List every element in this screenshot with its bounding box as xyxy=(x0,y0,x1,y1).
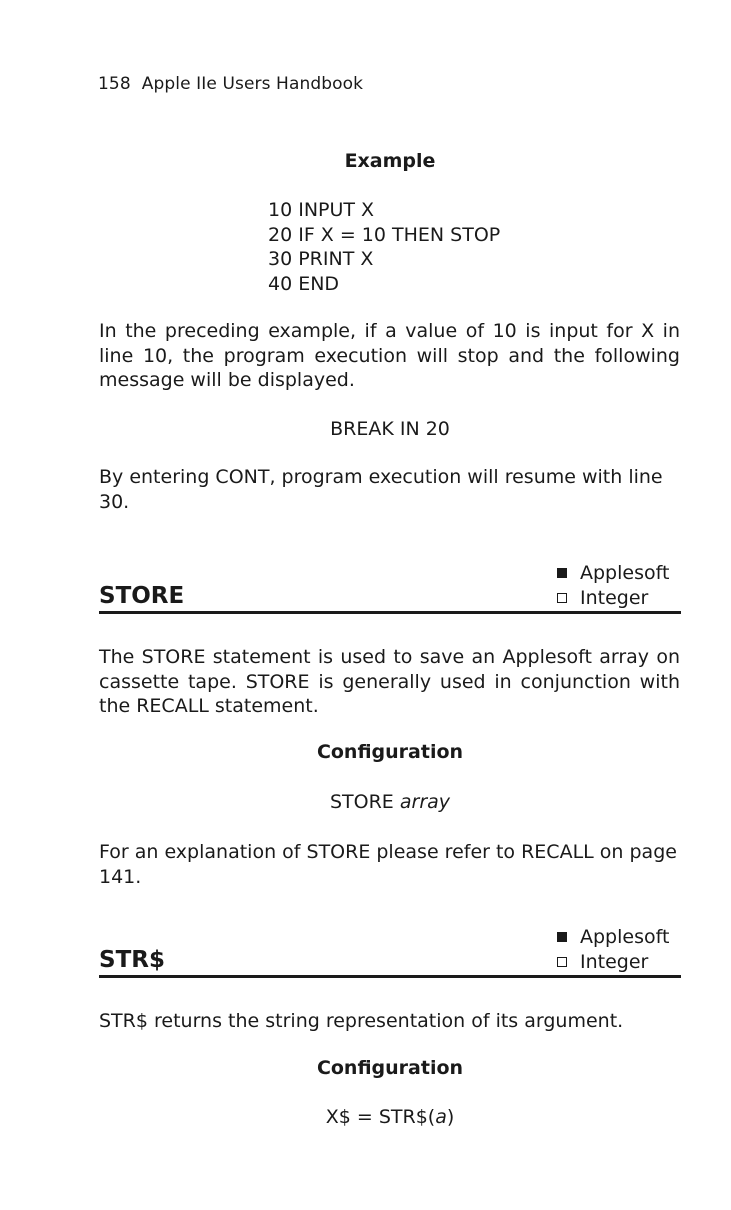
filled-square-icon xyxy=(557,932,567,942)
cont-paragraph: By entering CONT, program execution will resume with line 30. xyxy=(99,466,663,513)
empty-square-icon xyxy=(557,957,567,967)
store-config-syntax xyxy=(0,791,731,813)
store-description: The STORE statement is used to save an Applesoft array on cassette tape. STORE is generally used in conjunction with the RECALL statement. xyxy=(99,646,680,717)
lang-applesoft xyxy=(557,561,669,586)
store-rule xyxy=(99,611,681,614)
store-title: STORE xyxy=(99,583,185,609)
lang-applesoft xyxy=(557,925,669,950)
strs-description: STR$ returns the string representation of its argument. xyxy=(99,1010,624,1032)
store-config-keyword: STORE xyxy=(329,791,394,813)
lang-integer xyxy=(557,950,669,975)
lang-integer-label: Integer xyxy=(580,586,649,609)
lang-applesoft-label: Applesoft xyxy=(580,926,670,948)
lang-integer-label: Integer xyxy=(580,950,649,973)
empty-square-icon xyxy=(557,593,567,603)
filled-square-icon xyxy=(557,568,567,578)
running-header xyxy=(98,74,363,94)
store-config-heading: Configuration xyxy=(316,741,464,763)
page-number: 158 xyxy=(98,74,131,94)
strs-language-flags xyxy=(557,925,669,974)
code-line: 10 INPUT X xyxy=(268,199,375,221)
code-line: 40 END xyxy=(268,272,340,295)
code-line: 20 IF X = 10 THEN STOP xyxy=(268,223,501,246)
strs-config-suffix: ) xyxy=(446,1106,455,1128)
code-listing xyxy=(268,198,500,296)
strs-config-syntax xyxy=(0,1106,731,1128)
strs-title: STR$ xyxy=(99,947,165,973)
store-language-flags xyxy=(557,561,669,610)
example-heading: Example xyxy=(344,150,436,172)
strs-config-heading: Configuration xyxy=(316,1057,464,1079)
lang-applesoft-label: Applesoft xyxy=(580,562,670,584)
store-config-arg: array xyxy=(399,791,451,813)
strs-config-arg: a xyxy=(435,1106,447,1128)
book-title: Apple IIe Users Handbook xyxy=(141,74,364,94)
code-line: 30 PRINT X xyxy=(268,248,374,270)
lang-integer xyxy=(557,586,669,611)
store-explanation: For an explanation of STORE please refer to RECALL on page 141. xyxy=(99,841,677,888)
break-message: BREAK IN 20 xyxy=(330,418,450,440)
strs-rule xyxy=(99,975,681,978)
example-paragraph: In the preceding example, if a value of 10 is input for X in line 10, the program execution will stop and the following message will be displayed. xyxy=(99,320,680,391)
strs-config-prefix: X$ = STR$( xyxy=(325,1106,436,1128)
